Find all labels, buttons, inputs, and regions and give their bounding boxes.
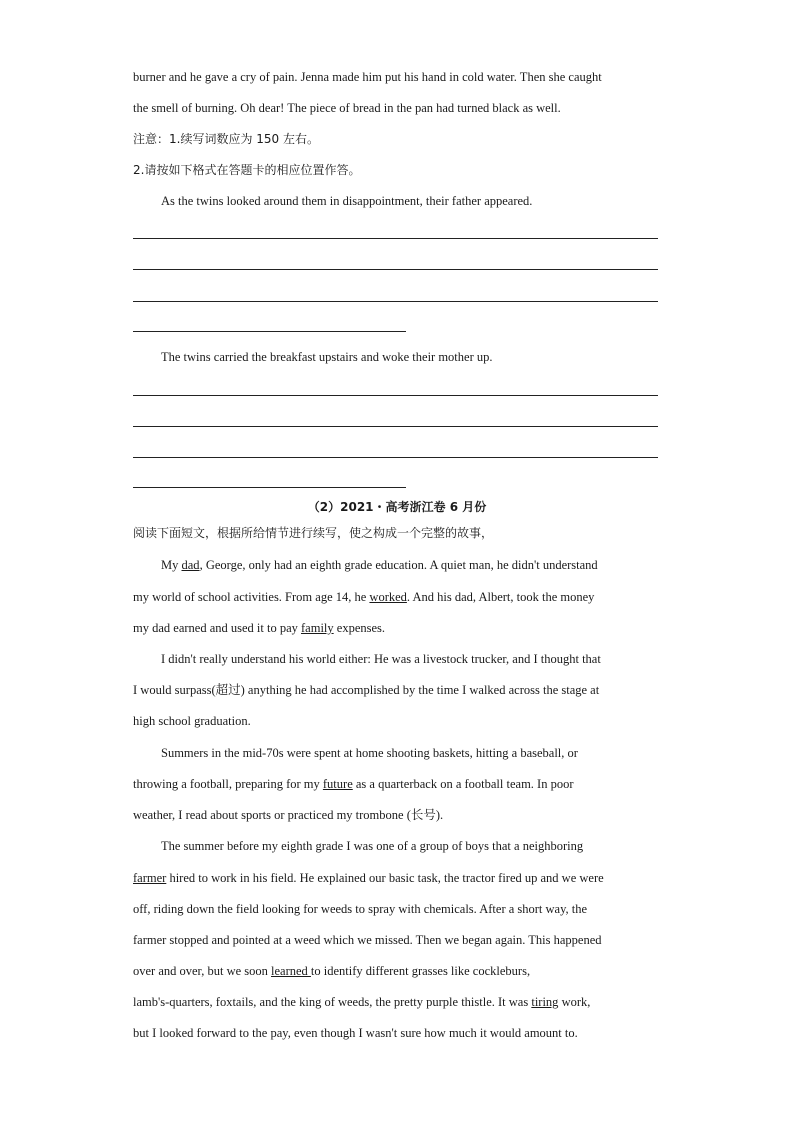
story-line: weather, I read about sports or practiced my trombone (长号).	[133, 808, 444, 822]
intro-line-2: the smell of burning. Oh dear! The piece of bread in the pan had turned black as well.	[133, 101, 561, 115]
answer-line	[133, 487, 406, 488]
underlined-word: future	[322, 777, 353, 791]
underlined-word: worked	[369, 590, 407, 604]
answer-line	[133, 395, 658, 396]
story-line: throwing a football, preparing for my future as a quarterback on a football team. In poor	[133, 777, 574, 791]
answer-line	[133, 426, 658, 427]
story-line: farmer stopped and pointed at a weed which we missed. Then we began again. This happened	[133, 933, 602, 947]
prompt-paragraph-1: As the twins looked around them in disappointment, their father appeared.	[161, 194, 533, 208]
answer-line	[133, 301, 658, 302]
answer-line	[133, 269, 658, 270]
story-line: I would surpass(超过) anything he had accomplished by the time I walked across the stage at	[133, 683, 600, 697]
story-line: but I looked forward to the pay, even though I wasn't sure how much it would amount to.	[133, 1026, 578, 1040]
underlined-word: dad	[181, 558, 200, 572]
story-line: off, riding down the field looking for weeds to spray with chemicals. After a short way, the	[133, 902, 588, 916]
underlined-word: learned	[271, 964, 311, 978]
prompt-paragraph-2: The twins carried the breakfast upstairs and woke their mother up.	[161, 350, 493, 364]
note-word-count: 注意：1.续写词数应为 150 左右。	[133, 132, 319, 146]
story-line: my world of school activities. From age 14, he worked. And his dad, Albert, took the money	[133, 590, 595, 604]
answer-line	[133, 238, 658, 239]
story-line: The summer before my eighth grade I was one of a group of boys that a neighboring	[161, 839, 584, 853]
story-line: farmer hired to work in his field. He explained our basic task, the tractor fired up and we were	[133, 871, 604, 885]
section-heading: （2）2021・高考浙江卷 6 月份	[307, 500, 487, 514]
underlined-word: family	[301, 621, 334, 635]
story-line: high school graduation.	[133, 714, 251, 728]
note-answer-format: 2.请按如下格式在答题卡的相应位置作答。	[133, 163, 361, 177]
intro-line-1: burner and he gave a cry of pain. Jenna made him put his hand in cold water. Then she caught	[133, 70, 602, 84]
underlined-word: tiring	[531, 995, 559, 1009]
story-line: lamb's-quarters, foxtails, and the king of weeds, the pretty purple thistle. It was tiring work,	[133, 995, 591, 1009]
story-line: I didn't really understand his world either: He was a livestock trucker, and I thought that	[161, 652, 601, 666]
story-line: My dad, George, only had an eighth grade education. A quiet man, he didn't understand	[161, 558, 598, 572]
story-line: my dad earned and used it to pay family expenses.	[133, 621, 386, 635]
answer-line	[133, 457, 658, 458]
underlined-word: farmer	[133, 871, 167, 885]
section-instruction: 阅读下面短文，根据所给情节进行续写，使之构成一个完整的故事，	[133, 526, 494, 540]
story-line: over and over, but we soon learned to identify different grasses like cockleburs,	[133, 964, 531, 978]
answer-line	[133, 331, 406, 332]
story-line: Summers in the mid-70s were spent at home shooting baskets, hitting a baseball, or	[161, 746, 578, 760]
